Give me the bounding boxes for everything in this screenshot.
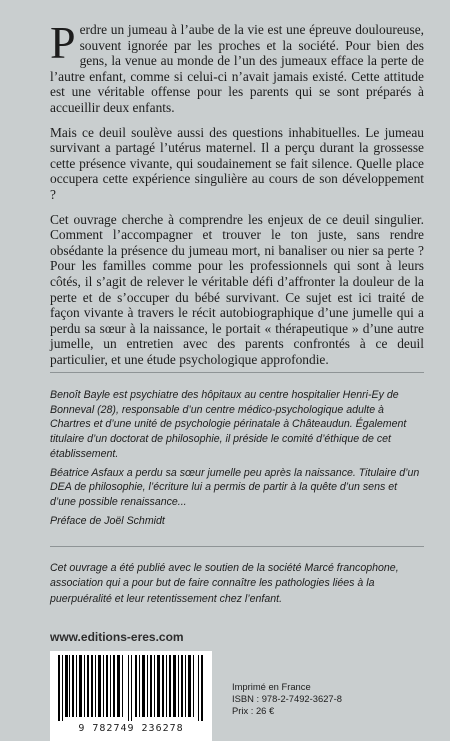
blurb-paragraph-3: Cet ouvrage cherche à comprendre les enjeux de ce deuil singulier. Comment l’accompagner et trouver le ton juste, sans rendre obsédante la présence du jumeau mort, ni banaliser ou nier sa perte ? Pour les familles comme pour les professionnels qui sont à leurs côtés, il s’agit de relever le véritable défi d’affronter la douleur de la perte et de s’occuper du bébé survivant. Ce sujet est ici traité de façon vivante à travers le récit autobiographique d’une jumelle qui a perdu sa sœur à la naissance, le portait « thérapeutique » d’une autre jumelle, un entretien avec des parents confrontés à ce deuil particulier, et une étude psychologique approfondie. [50, 211, 424, 367]
isbn-number: ISBN : 978-2-7492-3627-8 [232, 693, 342, 704]
author-name-2: Béatrice Asfaux [50, 466, 124, 479]
author-name-1: Benoît Bayle [50, 389, 111, 401]
blurb-paragraph-1 [50, 17, 424, 116]
divider-middle [50, 546, 424, 547]
author-bio-1 [50, 388, 424, 462]
author-bio-2 [50, 466, 424, 510]
drop-cap: P [50, 17, 76, 68]
preface-line [50, 514, 424, 529]
isbn-barcode [50, 651, 212, 741]
author-bio-2-text: a perdu sa sœur jumelle peu après la naissance. Titulaire d’un DEA de philosophie, l’écriture lui a permis de partir à la quête d’un sens et d’une possible renaissance... [50, 466, 420, 508]
price: Prix : 26 € [232, 705, 275, 716]
blurb-text [50, 17, 424, 376]
divider-top [50, 372, 424, 373]
printed-in: Imprimé en France [232, 681, 311, 692]
publisher-website: www.editions-eres.com [50, 630, 184, 644]
support-note: Cet ouvrage a été publié avec le soutien de la société Marcé francophone, association qui a pour but de faire connaître les pathologies liées à la puerpuéralité et leur retentissement chez l’enfant. [50, 562, 399, 605]
author-bios [50, 388, 424, 532]
author-bio-1-text: est psychiatre des hôpitaux au centre hospitalier Henri-Ey de Bonneval (28), responsable d’un centre médico-psychologique adulte à Chartres et d’une unité de psychologie périnatale à Châteaudun. Également titulaire d’un doctorat de philosophie, il préside le comité d’éthique de cet établissement. [50, 389, 407, 460]
preface-label: Préface de [50, 514, 105, 527]
print-info [232, 681, 342, 717]
barcode-digits: 9 782749 236278 [78, 723, 184, 734]
blurb-paragraph-2: Mais ce deuil soulève aussi des questions inhabituelles. Le jumeau survivant a partagé l’utérus maternel. Il a perçu durant la grossesse cette présence vivante, qui soudainement se fait silence. Quelle place occupera cette expérience singulière au cours de son développement ? [50, 124, 424, 202]
preface-name: Joël Schmidt [104, 514, 165, 527]
blurb-paragraph-1-text: erdre un jumeau à l’aube de la vie est une épreuve douloureuse, souvent ignorée par les proches et la société. Pour bien des gens, la venue au monde de l’un des jumeaux efface la perte de l’autre enfant, comme si celui-ci n’avait jamais existé. Cette attitude est une véritable offense pour les parents qui se sont préparés à accueillir deux enfants. [50, 22, 424, 115]
barcode-bars [58, 655, 204, 721]
